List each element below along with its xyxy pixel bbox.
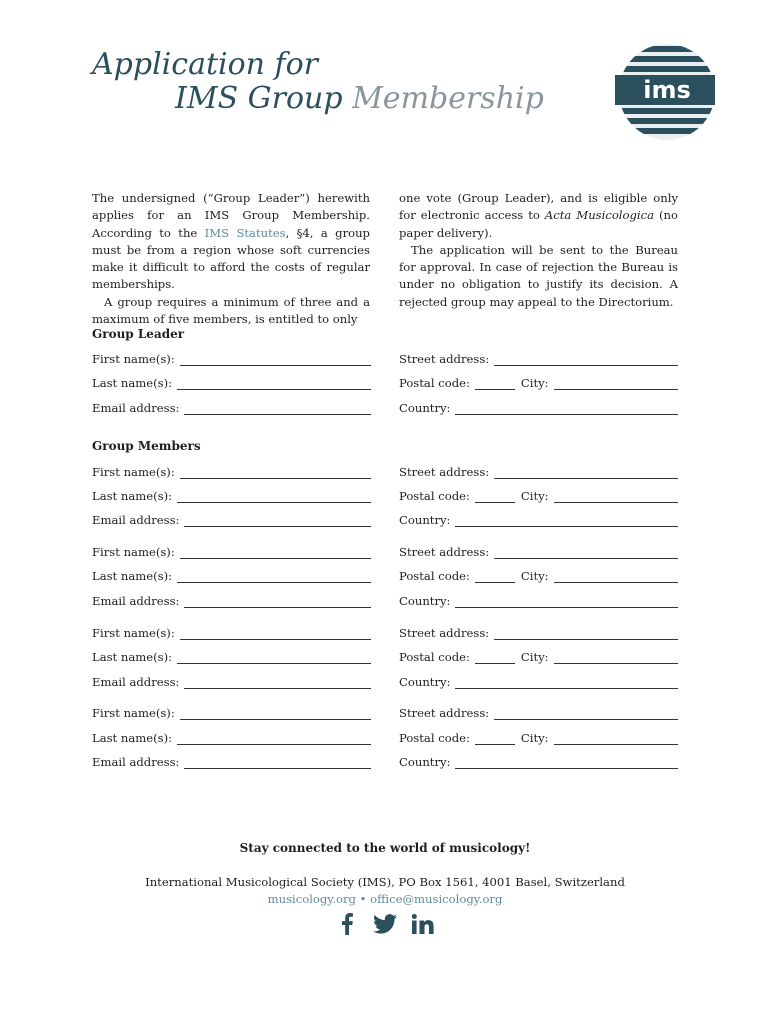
city-input-line[interactable] bbox=[554, 491, 678, 503]
field-label: Country: bbox=[399, 513, 451, 527]
member-2-first-name-field[interactable] bbox=[92, 543, 371, 559]
logo-text: ims bbox=[643, 76, 691, 104]
intro-paragraph-1 bbox=[92, 190, 370, 294]
intro-text: one vote (Group Leader), and is eligible only for electronic access to bbox=[399, 191, 678, 223]
field-label: First name(s): bbox=[92, 465, 175, 479]
website-link[interactable]: musicology.org bbox=[267, 892, 356, 906]
city-input-line[interactable] bbox=[554, 378, 678, 390]
field-label: Street address: bbox=[399, 545, 490, 559]
input-line[interactable] bbox=[455, 596, 678, 608]
intro-text: The undersigned (“Group Leader”) herewith applies for an IMS Group Membership. According to the bbox=[92, 191, 370, 240]
input-line[interactable] bbox=[494, 628, 678, 640]
twitter-icon[interactable] bbox=[373, 912, 397, 936]
field-label: Postal code: bbox=[399, 569, 470, 583]
field-label: First name(s): bbox=[92, 706, 175, 720]
social-links bbox=[0, 912, 770, 936]
member-1-postal-city-field[interactable] bbox=[399, 487, 678, 503]
input-line[interactable] bbox=[177, 571, 371, 583]
member-2-country-field[interactable] bbox=[399, 592, 678, 608]
city-input-line[interactable] bbox=[554, 652, 678, 664]
input-line[interactable] bbox=[180, 628, 371, 640]
input-line[interactable] bbox=[180, 467, 371, 479]
input-line[interactable] bbox=[494, 467, 678, 479]
field-label: Street address: bbox=[399, 465, 490, 479]
field-label: Postal code: bbox=[399, 650, 470, 664]
member-2-street-address-field[interactable] bbox=[399, 543, 678, 559]
member-4-postal-city-field[interactable] bbox=[399, 729, 678, 745]
intro-paragraph-3 bbox=[399, 190, 678, 242]
section-title-group-members: Group Members bbox=[92, 439, 201, 453]
member-4-country-field[interactable] bbox=[399, 753, 678, 769]
title-line-2-part-a: IMS Group bbox=[175, 81, 353, 116]
postal-input-line[interactable] bbox=[475, 652, 515, 664]
field-label: City: bbox=[520, 376, 549, 390]
input-line[interactable] bbox=[177, 378, 371, 390]
member-1-last-name-field[interactable] bbox=[92, 487, 371, 503]
member-3-country-field[interactable] bbox=[399, 673, 678, 689]
field-label: Last name(s): bbox=[92, 650, 173, 664]
member-1-first-name-field[interactable] bbox=[92, 463, 371, 479]
field-label: Last name(s): bbox=[92, 489, 173, 503]
input-line[interactable] bbox=[184, 403, 371, 415]
member-1-email-field[interactable] bbox=[92, 511, 371, 527]
postal-input-line[interactable] bbox=[475, 571, 515, 583]
field-label: Country: bbox=[399, 401, 451, 415]
input-line[interactable] bbox=[180, 547, 371, 559]
leader-postal-city-field[interactable] bbox=[399, 374, 678, 390]
ims-logo bbox=[613, 42, 717, 142]
intro-text: , §4, a group must be from a region whose soft currencies make it difficult to afford the costs of regular memberships. bbox=[92, 225, 370, 292]
footer-contact bbox=[0, 892, 770, 906]
leader-first-name-field[interactable] bbox=[92, 350, 371, 366]
leader-last-name-field[interactable] bbox=[92, 374, 371, 390]
field-label: City: bbox=[520, 489, 549, 503]
field-label: Postal code: bbox=[399, 376, 470, 390]
member-1-street-address-field[interactable] bbox=[399, 463, 678, 479]
leader-email-field[interactable] bbox=[92, 399, 371, 415]
linkedin-icon[interactable] bbox=[411, 912, 435, 936]
member-3-email-field[interactable] bbox=[92, 673, 371, 689]
input-line[interactable] bbox=[177, 652, 371, 664]
intro-left-column bbox=[92, 190, 370, 328]
input-line[interactable] bbox=[177, 733, 371, 745]
member-4-email-field[interactable] bbox=[92, 753, 371, 769]
postal-input-line[interactable] bbox=[475, 733, 515, 745]
input-line[interactable] bbox=[494, 708, 678, 720]
member-2-postal-city-field[interactable] bbox=[399, 567, 678, 583]
member-3-last-name-field[interactable] bbox=[92, 648, 371, 664]
input-line[interactable] bbox=[184, 596, 371, 608]
field-label: Country: bbox=[399, 755, 451, 769]
city-input-line[interactable] bbox=[554, 571, 678, 583]
input-line[interactable] bbox=[494, 354, 678, 366]
member-3-postal-city-field[interactable] bbox=[399, 648, 678, 664]
separator: • bbox=[355, 892, 371, 906]
member-3-street-address-field[interactable] bbox=[399, 624, 678, 640]
input-line[interactable] bbox=[494, 547, 678, 559]
member-2-last-name-field[interactable] bbox=[92, 567, 371, 583]
input-line[interactable] bbox=[177, 491, 371, 503]
statutes-link[interactable]: IMS Statutes bbox=[204, 225, 286, 240]
member-2-email-field[interactable] bbox=[92, 592, 371, 608]
member-4-street-address-field[interactable] bbox=[399, 704, 678, 720]
field-label: First name(s): bbox=[92, 545, 175, 559]
postal-input-line[interactable] bbox=[475, 378, 515, 390]
intro-paragraph-2: A group requires a minimum of three and a maximum of five members, is entitled to only bbox=[92, 294, 370, 327]
input-line[interactable] bbox=[455, 403, 678, 415]
section-title-group-leader: Group Leader bbox=[92, 327, 185, 341]
input-line[interactable] bbox=[184, 515, 371, 527]
facebook-icon[interactable] bbox=[335, 912, 359, 936]
field-label: Country: bbox=[399, 675, 451, 689]
intro-right-column bbox=[399, 190, 678, 311]
field-label: Postal code: bbox=[399, 731, 470, 745]
input-line[interactable] bbox=[184, 757, 371, 769]
member-3-first-name-field[interactable] bbox=[92, 624, 371, 640]
leader-street-address-field[interactable] bbox=[399, 350, 678, 366]
field-label: Email address: bbox=[92, 594, 180, 608]
field-label: Email address: bbox=[92, 401, 180, 415]
leader-country-field[interactable] bbox=[399, 399, 678, 415]
footer-address: International Musicological Society (IMS), PO Box 1561, 4001 Basel, Switzerland bbox=[145, 875, 625, 889]
field-label: City: bbox=[520, 650, 549, 664]
title-line-2-part-b: Membership bbox=[352, 81, 544, 116]
member-4-last-name-field[interactable] bbox=[92, 729, 371, 745]
input-line[interactable] bbox=[455, 677, 678, 689]
title-line-2 bbox=[175, 81, 544, 116]
title-line-1: Application for bbox=[92, 47, 319, 82]
field-label: First name(s): bbox=[92, 352, 175, 366]
footer-tagline: Stay connected to the world of musicology! bbox=[239, 841, 531, 855]
city-input-line[interactable] bbox=[554, 733, 678, 745]
postal-input-line[interactable] bbox=[475, 491, 515, 503]
field-label: Last name(s): bbox=[92, 569, 173, 583]
input-line[interactable] bbox=[184, 677, 371, 689]
member-1-country-field[interactable] bbox=[399, 511, 678, 527]
journal-title: Acta Musicologica bbox=[544, 208, 655, 223]
field-label: First name(s): bbox=[92, 626, 175, 640]
field-label: Country: bbox=[399, 594, 451, 608]
field-label: Street address: bbox=[399, 706, 490, 720]
page-title bbox=[92, 47, 544, 116]
field-label: Last name(s): bbox=[92, 731, 173, 745]
field-label: Street address: bbox=[399, 352, 490, 366]
input-line[interactable] bbox=[180, 708, 371, 720]
field-label: Street address: bbox=[399, 626, 490, 640]
field-label: Email address: bbox=[92, 755, 180, 769]
field-label: Last name(s): bbox=[92, 376, 173, 390]
field-label: City: bbox=[520, 569, 549, 583]
field-label: City: bbox=[520, 731, 549, 745]
member-4-first-name-field[interactable] bbox=[92, 704, 371, 720]
field-label: Email address: bbox=[92, 675, 180, 689]
intro-text: (no paper delivery). bbox=[399, 208, 678, 240]
input-line[interactable] bbox=[455, 515, 678, 527]
input-line[interactable] bbox=[455, 757, 678, 769]
intro-paragraph-4: The application will be sent to the Bureau for approval. In case of rejection the Bureau is under no obligation to justify its decision. A rejected group may appeal to the Directorium. bbox=[399, 242, 678, 309]
email-link[interactable]: office@musicology.org bbox=[370, 892, 503, 906]
field-label: Email address: bbox=[92, 513, 180, 527]
field-label: Postal code: bbox=[399, 489, 470, 503]
input-line[interactable] bbox=[180, 354, 371, 366]
